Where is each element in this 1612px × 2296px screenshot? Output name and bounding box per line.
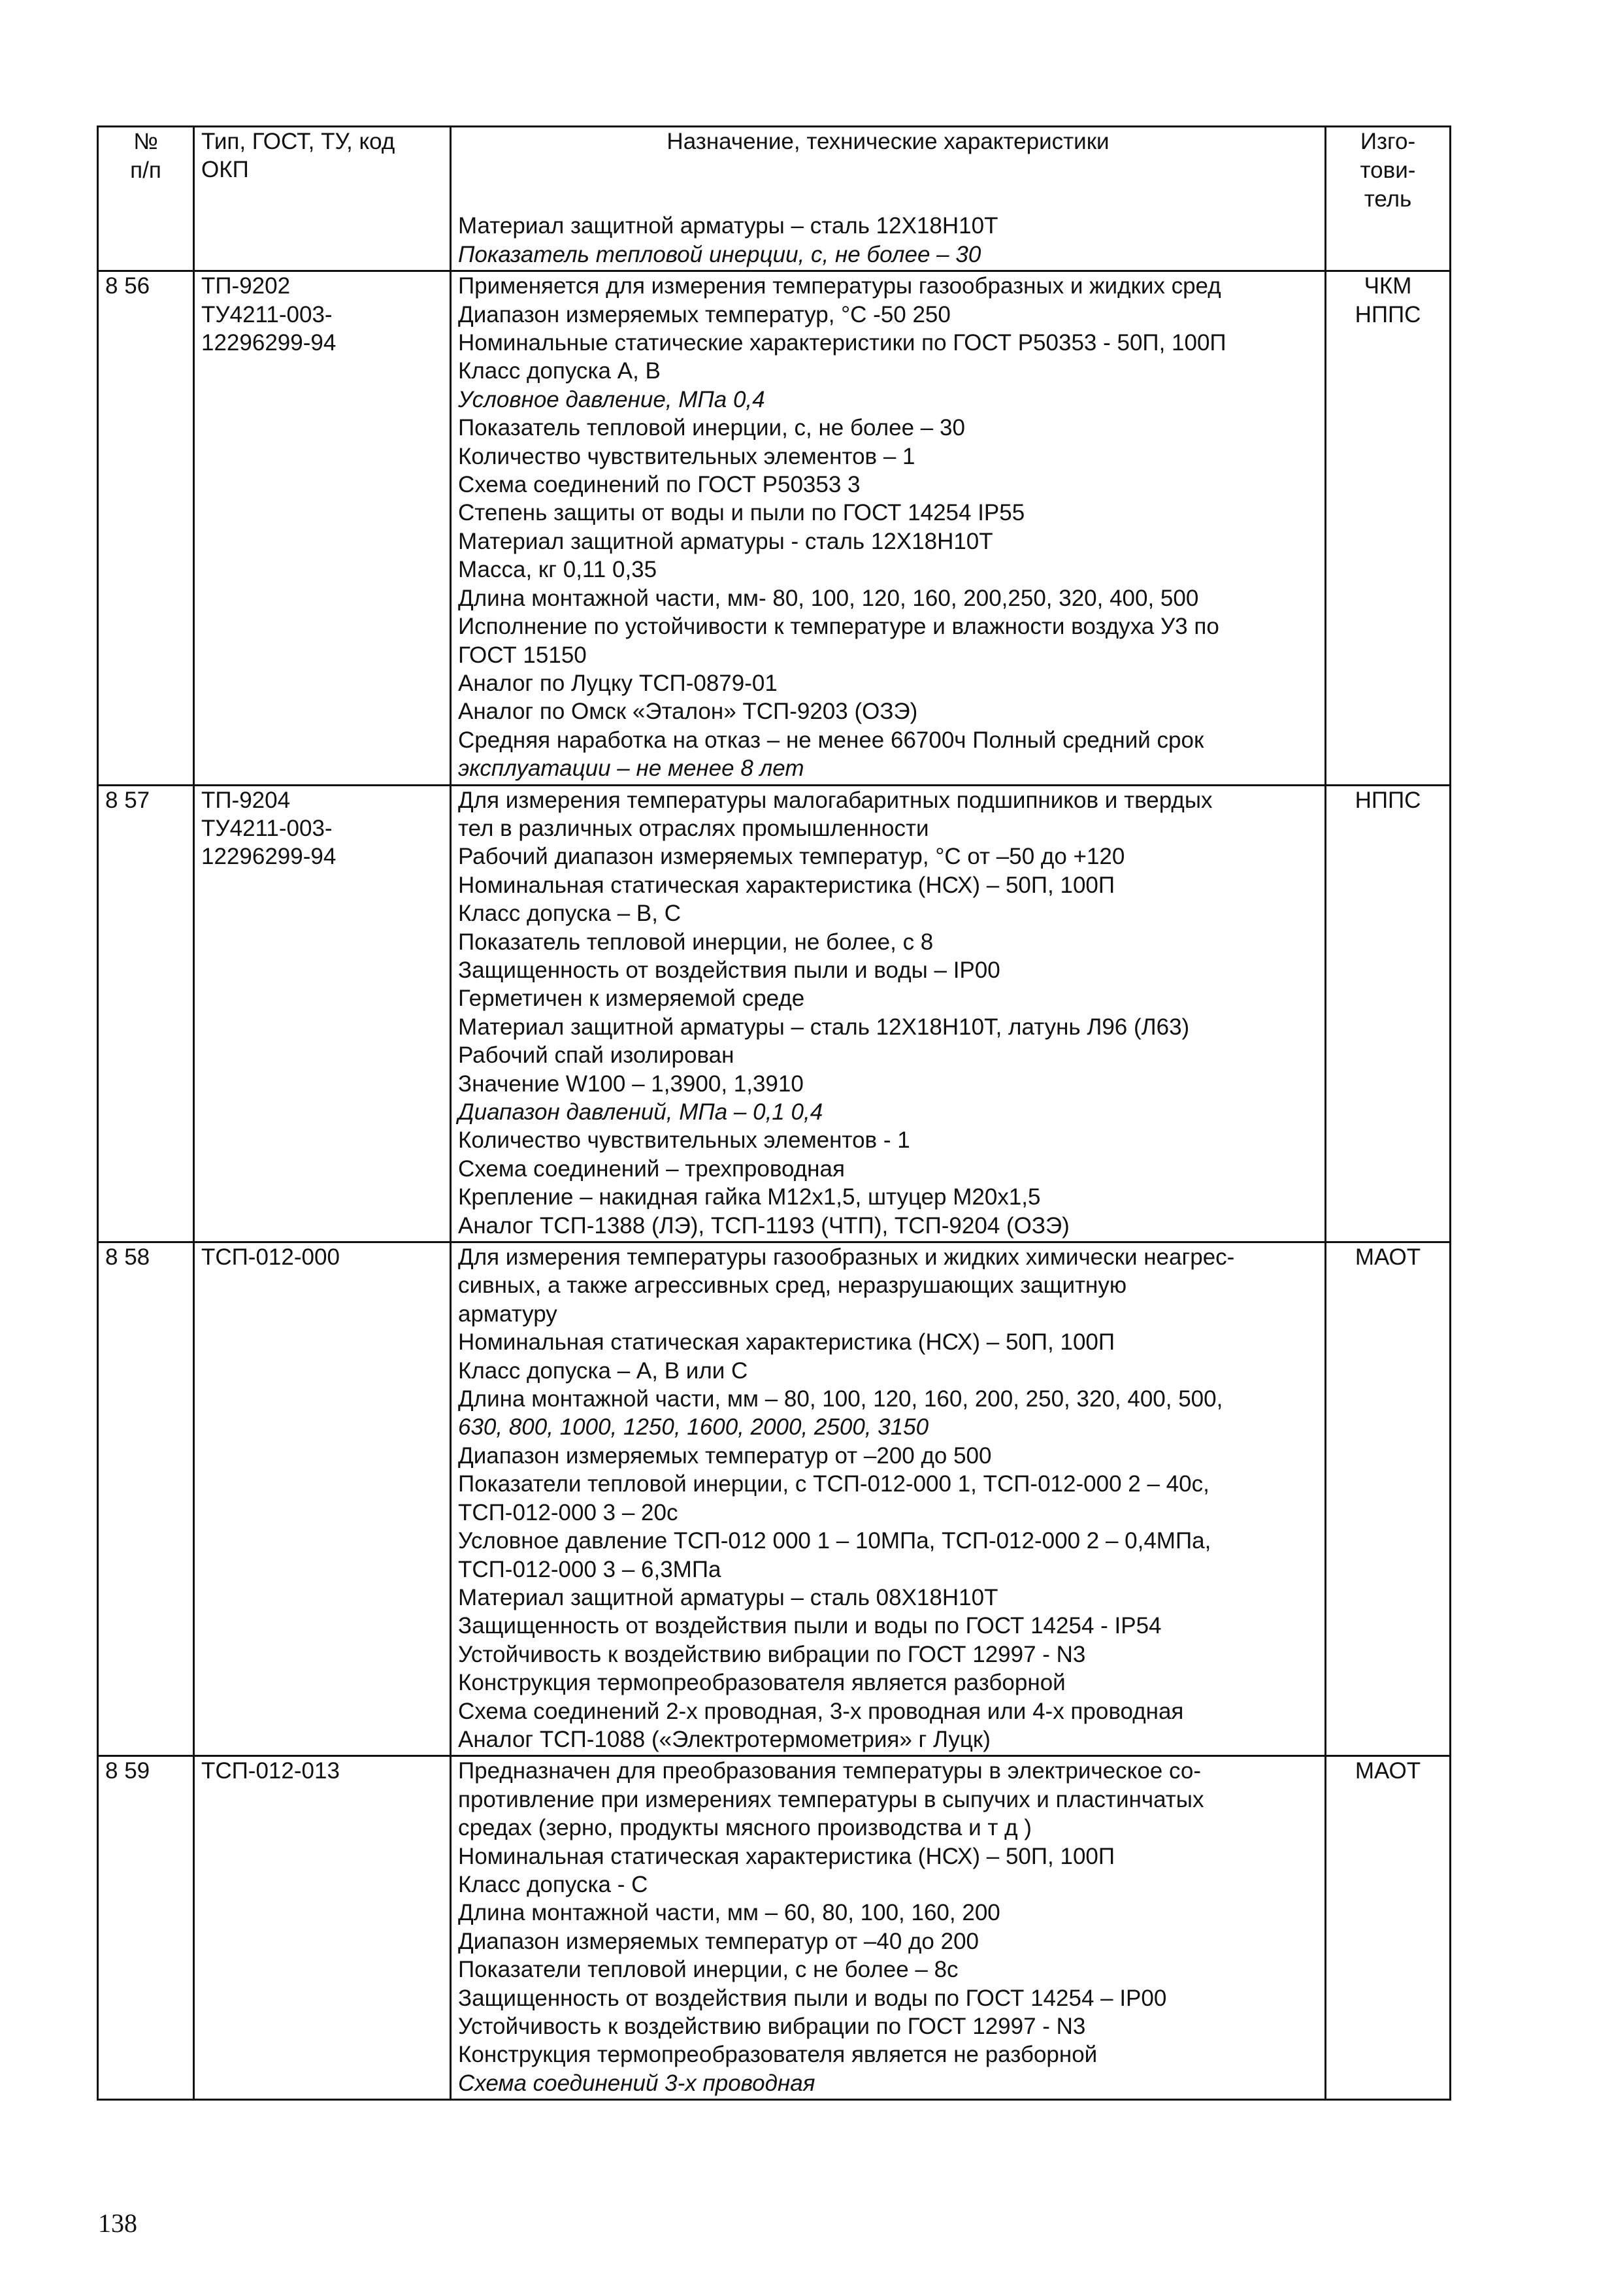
row-manufacturer: [1326, 1242, 1451, 1756]
description-line: Для измерения температуры газообразных и жидких химически неагрес-: [458, 1244, 1235, 1271]
header-number-line: п/п: [130, 158, 161, 183]
row-number: [98, 271, 194, 785]
description-line: Номинальная статическая характеристика (НСХ) – 50П, 100П: [458, 872, 1115, 898]
description-line: арматуру: [458, 1301, 557, 1327]
row-type-line: 12296299-94: [201, 844, 337, 870]
header-type-line: Тип, ГОСТ, ТУ, код: [201, 129, 395, 154]
row-manufacturer: [1326, 1756, 1451, 2100]
spec-table: [97, 125, 1451, 2101]
description-line: Средняя наработка на отказ – не менее 66700ч Полный средний срок: [458, 727, 1204, 753]
description-line: 630, 800, 1000, 1250, 1600, 2000, 2500, 3150: [458, 1414, 929, 1440]
description-line: Длина монтажной части, мм – 60, 80, 100, 160, 200: [458, 1900, 1000, 1926]
description-line: Защищенность от воздействия пыли и воды по ГОСТ 14254 – IP00: [458, 1985, 1167, 2011]
row-description: [451, 1756, 1326, 2100]
header-number-line: №: [133, 129, 158, 154]
row-type-line: ТП-9202: [201, 273, 291, 299]
table-row: [98, 785, 1451, 1242]
description-line: Материал защитной арматуры – сталь 12Х18Н10Т: [458, 213, 998, 239]
row-manufacturer-line: НППС: [1355, 301, 1421, 327]
row-description: [451, 1242, 1326, 1756]
row-number-text: 8 58: [105, 1244, 150, 1271]
description-line: Показатель тепловой инерции, не более, с 8: [458, 929, 934, 955]
description-line: Номинальная статическая характеристика (НСХ) – 50П, 100П: [458, 1843, 1115, 1869]
description-line: Масса, кг 0,11 0,35: [458, 557, 657, 583]
row-manufacturer-line: ЧКМ: [1364, 273, 1412, 299]
description-line: Схема соединений 2-х проводная, 3-х проводная или 4-х проводная: [458, 1698, 1184, 1724]
header-description-title: Назначение, технические характеристики: [666, 129, 1110, 154]
description-line: противление при измерениях температуры в сыпучих и пластинчатых: [458, 1786, 1204, 1812]
header-manufacturer-line: тови-: [1360, 158, 1416, 183]
description-line: Класс допуска - С: [458, 1871, 648, 1897]
header-type: [194, 127, 451, 271]
description-line: Условное давление, МПа 0,4: [458, 386, 765, 412]
description-line: Для измерения температуры малогабаритных подшипников и твердых: [458, 787, 1213, 813]
description-line: Аналог по Луцку ТСП-0879-01: [458, 670, 778, 696]
description-line: Показатели тепловой инерции, с не более – 8с: [458, 1957, 959, 1983]
description-line: Диапазон измеряемых температур от –40 до 200: [458, 1928, 979, 1954]
row-manufacturer-line: МАОТ: [1355, 1244, 1421, 1271]
row-description: [451, 785, 1326, 1242]
description-line: Степень защиты от воды и пыли по ГОСТ 14254 IP55: [458, 500, 1025, 526]
header-description-tail: [458, 212, 1318, 269]
header-type-line: ОКП: [201, 157, 249, 183]
description-line: ТСП-012-000 3 – 20с: [458, 1499, 678, 1525]
header-number: [98, 127, 194, 271]
row-number: [98, 785, 194, 1242]
description-line: Конструкция термопреобразователя является не разборной: [458, 2042, 1098, 2068]
header-manufacturer-line: Изго-: [1360, 129, 1416, 154]
description-line: Номинальные статические характеристики по ГОСТ Р50353 - 50П, 100П: [458, 330, 1226, 356]
description-line: Условное давление ТСП-012 000 1 – 10МПа, ТСП-012-000 2 – 0,4МПа,: [458, 1528, 1211, 1554]
description-line: Диапазон измеряемых температур от –200 до 500: [458, 1442, 992, 1469]
description-line: Длина монтажной части, мм – 80, 100, 120, 160, 200, 250, 320, 400, 500,: [458, 1386, 1223, 1412]
description-line: ТСП-012-000 3 – 6,3МПа: [458, 1556, 721, 1582]
row-type: [194, 1756, 451, 2100]
description-line: тел в различных отраслях промышленности: [458, 815, 929, 841]
description-line: Показатели тепловой инерции, с ТСП-012-000 1, ТСП-012-000 2 – 40с,: [458, 1471, 1209, 1497]
row-manufacturer-line: НППС: [1355, 787, 1421, 813]
row-number: [98, 1242, 194, 1756]
description-line: Показатель тепловой инерции, с, не более – 30: [458, 241, 981, 267]
row-number-text: 8 59: [105, 1758, 150, 1784]
description-line: Герметичен к измеряемой среде: [458, 986, 805, 1012]
header-description: [451, 127, 1326, 271]
row-type-line: ТУ4211-003-: [201, 815, 333, 841]
row-number: [98, 1756, 194, 2100]
row-type-line: ТСП-012-013: [201, 1758, 340, 1784]
description-line: ГОСТ 15150: [458, 642, 587, 668]
row-manufacturer-line: МАОТ: [1355, 1758, 1421, 1784]
header-manufacturer-line: тель: [1364, 186, 1412, 212]
description-line: Количество чувствительных элементов - 1: [458, 1127, 910, 1154]
description-line: Класс допуска А, В: [458, 358, 661, 384]
description-line: Схема соединений по ГОСТ Р50353 3: [458, 472, 861, 498]
description-line: Исполнение по устойчивости к температуре и влажности воздуха У3 по: [458, 614, 1219, 640]
description-line: Диапазон измеряемых температур, °С -50 250: [458, 301, 951, 327]
description-line: Значение W100 – 1,3900, 1,3910: [458, 1071, 804, 1097]
description-line: Количество чувствительных элементов – 1: [458, 443, 915, 469]
description-line: эксплуатации – не менее 8 лет: [458, 756, 804, 782]
description-line: сивных, а также агрессивных сред, неразрушающих защитную: [458, 1273, 1127, 1299]
description-line: Схема соединений 3-х проводная: [458, 2070, 815, 2096]
description-line: Материал защитной арматуры – сталь 12Х18Н10Т, латунь Л96 (Л63): [458, 1014, 1190, 1040]
description-line: Устойчивость к воздействию вибрации по ГОСТ 12997 - N3: [458, 2014, 1086, 2039]
page-number: 138: [98, 2208, 137, 2238]
row-type-line: ТП-9204: [201, 787, 291, 813]
table-row: [98, 1242, 1451, 1756]
description-line: Устойчивость к воздействию вибрации по ГОСТ 12997 - N3: [458, 1641, 1086, 1667]
row-manufacturer: [1326, 271, 1451, 785]
row-type: [194, 785, 451, 1242]
table-row: [98, 271, 1451, 785]
description-line: Защищенность от воздействия пыли и воды – IP00: [458, 957, 1000, 983]
description-line: Материал защитной арматуры – сталь 08Х18Н10Т: [458, 1584, 998, 1610]
table-row: [98, 1756, 1451, 2100]
row-number-text: 8 57: [105, 787, 150, 813]
row-type-line: 12296299-94: [201, 330, 337, 356]
description-line: Диапазон давлений, МПа – 0,1 0,4: [458, 1099, 823, 1125]
row-type: [194, 1242, 451, 1756]
description-line: Защищенность от воздействия пыли и воды по ГОСТ 14254 - IP54: [458, 1613, 1162, 1639]
row-type: [194, 271, 451, 785]
description-line: Длина монтажной части, мм- 80, 100, 120, 160, 200,250, 320, 400, 500: [458, 585, 1199, 611]
row-description: [451, 271, 1326, 785]
description-line: Номинальная статическая характеристика (НСХ) – 50П, 100П: [458, 1329, 1115, 1356]
description-line: Схема соединений – трехпроводная: [458, 1156, 845, 1182]
table-body: [98, 271, 1451, 2100]
table-header-row: [98, 127, 1451, 271]
description-line: Рабочий спай изолирован: [458, 1042, 734, 1069]
row-type-line: ТСП-012-000: [201, 1244, 340, 1271]
description-line: Материал защитной арматуры - сталь 12Х18Н10Т: [458, 528, 993, 554]
header-manufacturer: [1326, 127, 1451, 271]
description-line: Крепление – накидная гайка М12х1,5, штуцер М20х1,5: [458, 1184, 1041, 1210]
description-line: Аналог по Омск «Эталон» ТСП-9203 (ОЗЭ): [458, 699, 918, 725]
description-line: Аналог ТСП-1388 (ЛЭ), ТСП-1193 (ЧТП), ТСП-9204 (ОЗЭ): [458, 1212, 1070, 1239]
description-line: Конструкция термопреобразователя является разборной: [458, 1670, 1066, 1696]
description-line: Предназначен для преобразования температуры в электрическое со-: [458, 1758, 1202, 1784]
description-line: средах (зерно, продукты мясного производства и т д ): [458, 1815, 1032, 1841]
row-type-line: ТУ4211-003-: [201, 301, 333, 327]
description-line: Класс допуска – В, С: [458, 901, 681, 927]
row-manufacturer: [1326, 785, 1451, 1242]
description-line: Показатель тепловой инерции, с, не более – 30: [458, 415, 965, 441]
description-line: Рабочий диапазон измеряемых температур, °С от –50 до +120: [458, 844, 1125, 870]
description-line: Аналог ТСП-1088 («Электротермометрия» г Луцк): [458, 1726, 991, 1752]
row-number-text: 8 56: [105, 273, 150, 299]
description-line: Применяется для измерения температуры газообразных и жидких сред: [458, 273, 1221, 299]
description-line: Класс допуска – А, В или С: [458, 1357, 748, 1384]
